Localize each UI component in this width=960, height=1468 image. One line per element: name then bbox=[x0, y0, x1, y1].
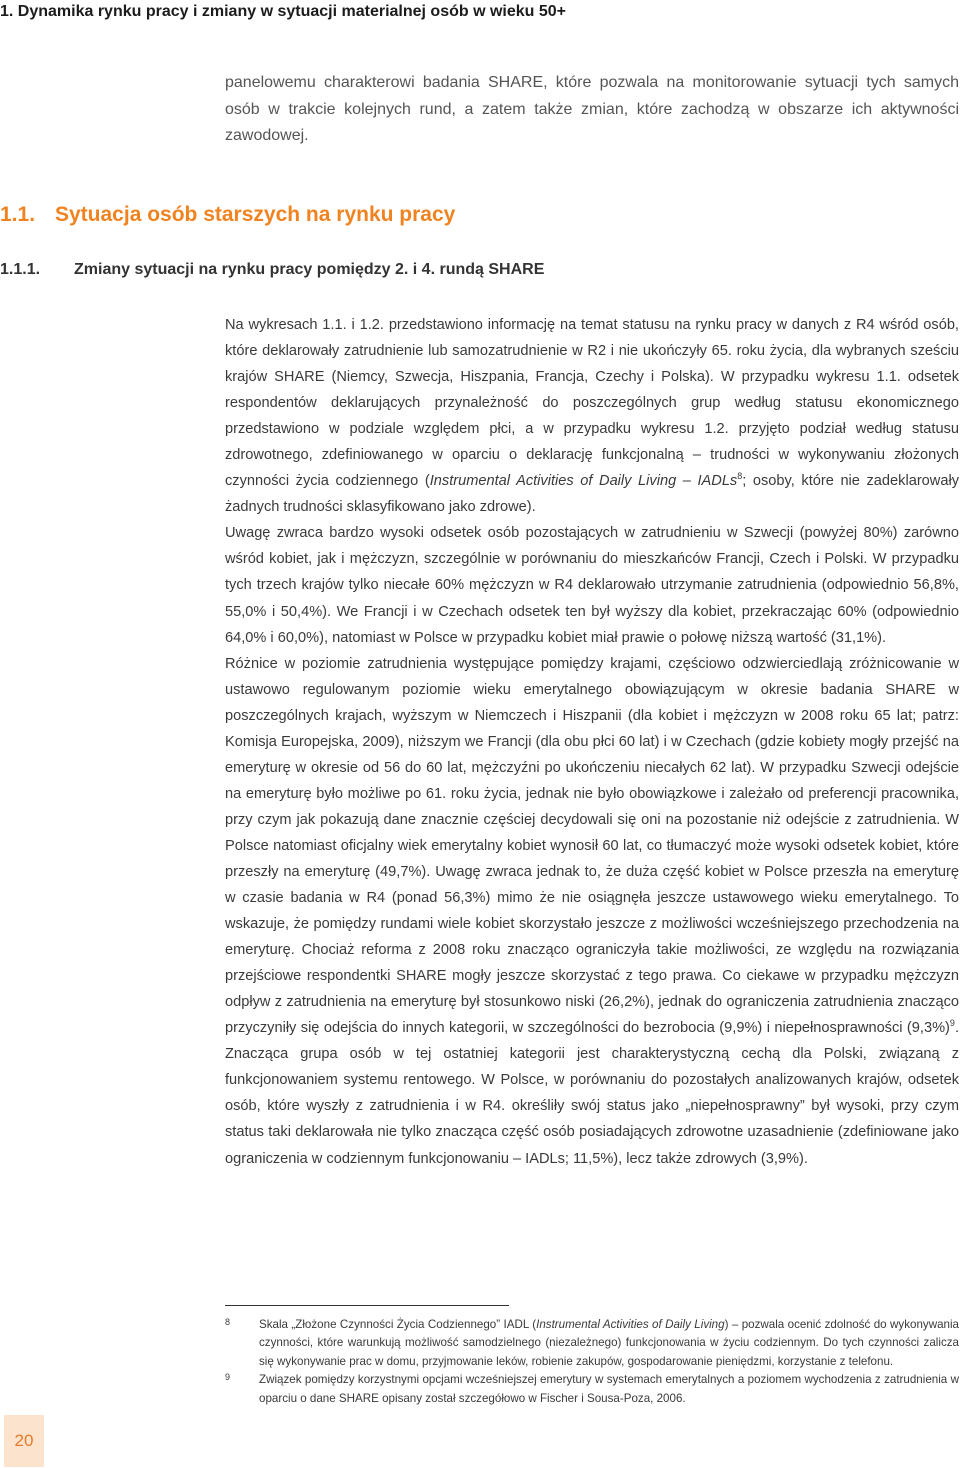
paragraph-3 bbox=[225, 651, 959, 1172]
footnote-ref-8[interactable]: 8 bbox=[737, 471, 743, 482]
footnotes bbox=[225, 1316, 959, 1408]
section-title: Sytuacja osób starszych na rynku pracy bbox=[55, 203, 456, 226]
page-number: 20 bbox=[4, 1415, 44, 1467]
footnote-8-post: ) – pozwala ocenić zdolność do wykonywania czynności, które warunkują możliwość samodzielnego (niezależnego) funkcjonowania w życiu codziennym. Do tych czynności zalicza się wykonywanie prac w domu, przyjmowanie leków, robienie zakupów, gospodarowanie pieniędzmi, korzystanie z telefonu. bbox=[259, 1318, 959, 1368]
footnote-9-text: Związek pomiędzy korzystnymi opcjami wcześniejszej emerytury w systemach emerytalnych a poziomem wychodzenia z zatrudnienia w oparciu o dane SHARE opisany został szczegółowo w Fischer i Sousa-Poza, 2006. bbox=[259, 1373, 959, 1405]
paragraph-3-text: Różnice w poziomie zatrudnienia występujące pomiędzy krajami, częściowo odzwierciedlają zróżnicowanie w ustawowo regulowanym poziomie wieku emerytalnego obowiązującym w okresie badania SHARE w poszczególnych krajach, wyższym w Niemczech i Hiszpanii (dla kobiet i mężczyzn w 2008 roku 65 lat; patrz: Komisja Europejska, 2009), niższym we Francji (dla obu płci 60 lat) i w Czechach (gdzie kobiety mogły przejść na emeryturę w okresie od 56 do 60 lat, mężczyźni po ukończeniu niecałych 62 lat). W przypadku Szwecji odejście na emeryturę było możliwe po 61. roku życia, jednak nie było obowiązkowe i zależało od preferencji pracownika, przy czym jak pokazują dane znacznie częściej decydowali się oni na pozostanie niż odejście z zatrudnienia. W Polsce natomiast oficjalny wiek emerytalny kobiet wynosił 60 lat, co tłumaczyć może wysoki odsetek kobiet, które przeszły na emeryturę (49,7%). Uwagę zwraca jednak to, że duża część kobiet w Polsce przeszła na emeryturę w czasie badania w R4 (ponad 56,3%) mimo że nie osiągnęła jeszcze ustawowego wieku emerytalnego. To wskazuje, że pomiędzy rundami wiele kobiet skorzystało jeszcze z możliwości wcześniejszego przechodzenia na emeryturę. Chociaż reforma z 2008 roku znacząco ograniczyła takie możliwości, ze względu na rozwiązania przejściowe respondentki SHARE mogły jeszcze skorzystać z tego prawa. Co ciekawe w przypadku mężczyzn odpływ z zatrudnienia na emeryturę był stosunkowo niski (26,2%), jednak do ograniczenia zatrudnienia znacząco przyczyniły się odejścia do innych kategorii, w szczególności do bezrobocia (9,9%) i niepełnosprawności (9,3%) bbox=[225, 655, 959, 1037]
paragraph-2: Uwagę zwraca bardzo wysoki odsetek osób pozostających w zatrudnieniu w Szwecji (powyżej 80%) zarówno wśród kobiet, jak i mężczyzn, szczególnie w porównaniu do mieszkańców Francji, Czech i Polski. W przypadku tych trzech krajów tylko niecałe 60% mężczyzn w R4 deklarowało utrzymanie zatrudnienia (odpowiednio 56,8%, 55,0% i 50,4%). We Francji i w Czechach odsetek ten był wyższy dla kobiet, przekraczając 60% (odpowiednio 64,0% i 60,0%), natomiast w Polsce w przypadku kobiet miał prawie o połowę niższą wartość (31,1%). bbox=[225, 525, 959, 646]
running-head: 1. Dynamika rynku pracy i zmiany w sytuacji materialnej osób w wieku 50+ bbox=[0, 3, 567, 20]
footnote-8-number: 8 bbox=[225, 1317, 231, 1327]
paragraph-3-tail: . Znacząca grupa osób w tej ostatniej kategorii jest charakterystyczną cechą dla Polski, związaną z funkcjonowaniem systemu rentowego. W Polsce, w porównaniu do pozostałych analizowanych krajów, odsetek osób, które wyszły z zatrudnienia i w R4. określiły swój status jako „niepełnosprawny” był wysoki, przy czym status taki deklarowała nie tylko znacząca część osób posiadających zdrowotne uzasadnienie (zdefiniowane jako ograniczenia w codziennym funkcjonowaniu – IADLs; 11,5%), lecz także zdrowych (3,9%). bbox=[225, 1020, 959, 1167]
footnote-ref-9[interactable]: 9 bbox=[949, 1018, 955, 1029]
section-number: 1.1. bbox=[0, 203, 36, 226]
footnote-divider bbox=[225, 1305, 509, 1306]
footnote-9-number: 9 bbox=[225, 1372, 231, 1383]
paragraph-1-italic: Instrumental Activities of Daily Living – IADLs bbox=[429, 473, 738, 490]
body-text bbox=[225, 312, 959, 1172]
subsection-number: 1.1.1. bbox=[0, 261, 41, 278]
section-heading bbox=[0, 203, 455, 227]
subsection-heading bbox=[0, 261, 544, 279]
subsection-title: Zmiany sytuacji na rynku pracy pomiędzy 2. i 4. rundą SHARE bbox=[74, 261, 545, 278]
paragraph-1 bbox=[225, 312, 959, 520]
paragraph-1-text: Na wykresach 1.1. i 1.2. przedstawiono informację na temat statusu na rynku pracy w danych z R4 wśród osób, które deklarowały zatrudnienie lub samozatrudnienie w R2 i nie ukończyły 65. roku życia, dla wybranych sześciu krajów SHARE (Niemcy, Szwecja, Hiszpania, Francja, Czechy i Polska). W przypadku wykresu 1.1. odsetek respondentów deklarujących przynależność do poszczególnych grup według statusu ekonomicznego przedstawiono w podziale względem płci, a w przypadku wykresu 1.2. przyjęto podział według statusu zdrowotnego, zdefiniowanego w oparciu o deklarację funkcjonalną – trudności w wykonywaniu złożonych czynności życia codziennego ( bbox=[225, 317, 959, 490]
intro-paragraph: panelowemu charakterowi badania SHARE, które pozwala na monitorowanie sytuacji tych samych osób w trakcie kolejnych rund, a zatem także zmian, które zachodzą w obszarze ich aktywności zawodowej. bbox=[225, 74, 959, 144]
footnote-8-pre: Skala „Złożone Czynności Życia Codziennego” IADL ( bbox=[259, 1318, 537, 1331]
paragraph-1-tail: ; osoby, które nie zadeklarowały żadnych trudności sklasyfikowano jako zdrowe). bbox=[225, 473, 959, 516]
footnote-8-italic: Instrumental Activities of Daily Living bbox=[536, 1318, 725, 1331]
footnote-9 bbox=[225, 1371, 959, 1408]
footnote-8 bbox=[225, 1316, 959, 1371]
